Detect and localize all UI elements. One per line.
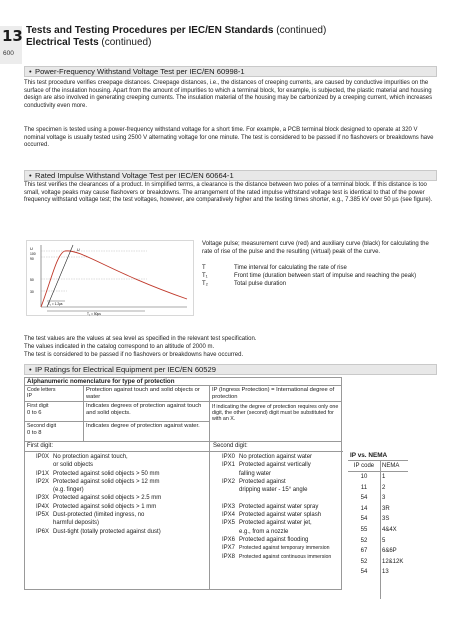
- nema-table: [348, 450, 408, 578]
- section1-paragraph-2: The specimen is tested using a power-frequency withstand voltage for a short time. For example, a PCB terminal block designed to operate at 320 V nominal voltage is usually tested using 2500 V alternating voltage for one minute. The test is considered to be passed if no flashovers or breakdowns have occurred.: [24, 127, 434, 149]
- auxiliary-curve: [47, 245, 73, 307]
- second-digit-header: Second digit:: [213, 443, 248, 449]
- section2-note-3: The test is considered to be passed if no flashovers or breakdowns have occurred.: [24, 352, 244, 358]
- list-item: IP1X Protected against solid objects > 50 mm: [35, 470, 160, 477]
- first-digit-label: First digit: [27, 403, 49, 409]
- title-sub: Electrical Tests: [26, 37, 99, 48]
- section1-paragraph-1: This test procedure verifies creepage distances. Creepage distances, i.e., the distances of creeping currents, are caused by conductive impurities on the surface of the insulation housing. Apart from the amount of impurities to which a terminal block, for example, is subjected, the plastic material and housing design are also involved in generating creeping currents. The insulation material of the housing may be carbonized by a creeping current, which increases conductivity even more.: [24, 80, 433, 109]
- list-item: harmful deposits): [53, 520, 100, 527]
- table-row: 67 6&6P: [360, 548, 397, 555]
- legend-row: T Time interval for calculating the rate of rise: [202, 265, 347, 271]
- second-digit-list: [213, 453, 341, 561]
- omit-note: If indicating the degree of protection requires only one digit, the other (second) digit must be substituted for with an X.: [212, 404, 339, 422]
- first-digit-list: [27, 453, 207, 536]
- list-item: IPX8 Protected against continuous immersion: [221, 553, 332, 560]
- y-50-label: 50: [30, 278, 34, 282]
- list-item: IPX1 Protected against vertically: [221, 462, 311, 469]
- impulse-voltage-graph: [27, 241, 195, 317]
- list-item: (e.g. finger): [53, 487, 84, 494]
- list-item: [213, 494, 341, 502]
- list-item: IPX7 Protected against temporary immersion: [221, 545, 330, 552]
- table-row: 52 5: [360, 537, 386, 544]
- legend-row: T₂ Total pulse duration: [202, 281, 287, 288]
- section2-note-1: The test values are the values at sea level as specified in the relevant test specification.: [24, 336, 257, 342]
- second-digit-range: 0 to 8: [27, 430, 42, 436]
- t2-label: T₂ = 50µs: [87, 312, 101, 316]
- nema-title: IP vs. NEMA: [348, 450, 408, 461]
- list-item: dripping water - 15° angle: [239, 487, 308, 494]
- section-heading-ip-ratings: • IP Ratings for Electrical Equipment per IEC/EN 60529: [24, 364, 437, 375]
- first-digit-desc: Indicates degrees of protection against touch and solid objects.: [86, 403, 202, 416]
- list-item: IPX5 Protected against water jet,: [221, 520, 312, 527]
- list-item: IP3X Protected against solid objects > 2.5 mm: [35, 495, 162, 502]
- table-row: 14 3R: [360, 505, 390, 512]
- code-letters-value: IP: [27, 393, 33, 399]
- title-main: Tests and Testing Procedures per IEC/EN Standards: [26, 25, 274, 36]
- list-item: IPX0 No protection against water: [221, 454, 313, 460]
- y-90-label: 90: [30, 257, 34, 261]
- first-digit-range: 0 to 6: [27, 410, 42, 416]
- list-item: IP5X Dust-protected (limited ingress, no: [35, 512, 145, 519]
- table-row: 10 1: [360, 474, 386, 480]
- list-item: IPX3 Protected against water spray: [221, 503, 319, 510]
- u-label: U: [77, 248, 80, 252]
- list-item: IP0X No protection against touch,: [35, 454, 128, 460]
- table-row: 52 12&12K: [360, 558, 404, 565]
- section2-paragraph-1: This test verifies the clearances of a product. In simplified terms, a clearance is the distance between two poles of a terminal block. If this distance is too small, voltage peaks may cause flashovers or breakdowns. The arrangement of the rated impulse withstand voltage test is identical to that of the power frequency withstand voltage test; the test voltages, however, are comparatively higher and the testing times shorter, e.g., 7.385 kV over 50 µs (see figure).: [24, 182, 433, 204]
- t1-label: T₁ = 1.2µs: [48, 302, 63, 306]
- list-item: IP4X Protected against solid objects > 1 mm: [35, 503, 157, 510]
- list-item: e.g., from a nozzle: [239, 528, 289, 535]
- page-title: [26, 25, 446, 49]
- list-item: IP2X Protected against solid objects > 12 mm: [35, 478, 160, 485]
- table-row: 54 13: [360, 569, 389, 576]
- legend-row: T₁ Front time (duration between start of impulse and reaching the peak): [202, 273, 417, 280]
- table-row: 55 4&4X: [360, 526, 397, 533]
- page-number: 600: [3, 50, 14, 57]
- nema-header: IP code NEMA: [348, 461, 408, 472]
- title-continued: (continued): [273, 25, 327, 36]
- protection-desc: Protection against touch and solid objects or water: [86, 387, 200, 400]
- list-item: IP6X Dust-tight (totally protected against dust): [35, 528, 161, 535]
- figure-legend: [202, 264, 442, 289]
- chapter-tab: [0, 26, 22, 64]
- y-100-label: 100: [30, 252, 36, 256]
- nomenclature-title: Alphanumeric nomenclature for type of protection: [24, 377, 342, 386]
- chapter-number: 13: [2, 27, 23, 45]
- y-30-label: 30: [30, 290, 34, 294]
- section-heading-power-frequency: • Power-Frequency Withstand Voltage Test per IEC/EN 60998-1: [24, 66, 437, 77]
- list-item: or solid objects: [53, 462, 94, 469]
- table-row: 11 2: [360, 484, 386, 491]
- table-row: 54 3S: [360, 516, 390, 523]
- nomenclature-table: [24, 386, 342, 442]
- second-digit-desc: Indicates degree of protection against water.: [86, 423, 200, 429]
- section-heading-impulse: • Rated Impulse Withstand Voltage Test per IEC/EN 60664-1: [24, 170, 437, 181]
- y-label: U: [30, 246, 33, 251]
- section2-note-2: The values indicated in the catalog correspond to an altitude of 2000 m.: [24, 344, 215, 350]
- first-digit-header: First digit:: [27, 443, 54, 449]
- code-letters-label: Code letters: [27, 387, 56, 393]
- digit-table: [24, 442, 342, 590]
- list-item: IPX4 Protected against water splash: [221, 512, 322, 519]
- second-digit-label: Second digit: [27, 423, 57, 429]
- ip-desc: IP (Ingress Protection) = International degree of protection: [212, 387, 335, 400]
- title-sub-continued: (continued): [98, 37, 152, 48]
- figure-caption: Voltage pulse; measurement curve (red) and auxiliary curve (black) for calculating the rate of rise of the pulse and the resulting (virtual) peak of the curve.: [202, 241, 429, 255]
- impulse-voltage-figure: [26, 240, 194, 316]
- list-item: IPX2 Protected against: [221, 478, 286, 485]
- list-item: IPX6 Protected against flooding: [221, 536, 309, 543]
- list-item: falling water: [239, 470, 272, 477]
- table-row: 54 3: [360, 495, 386, 502]
